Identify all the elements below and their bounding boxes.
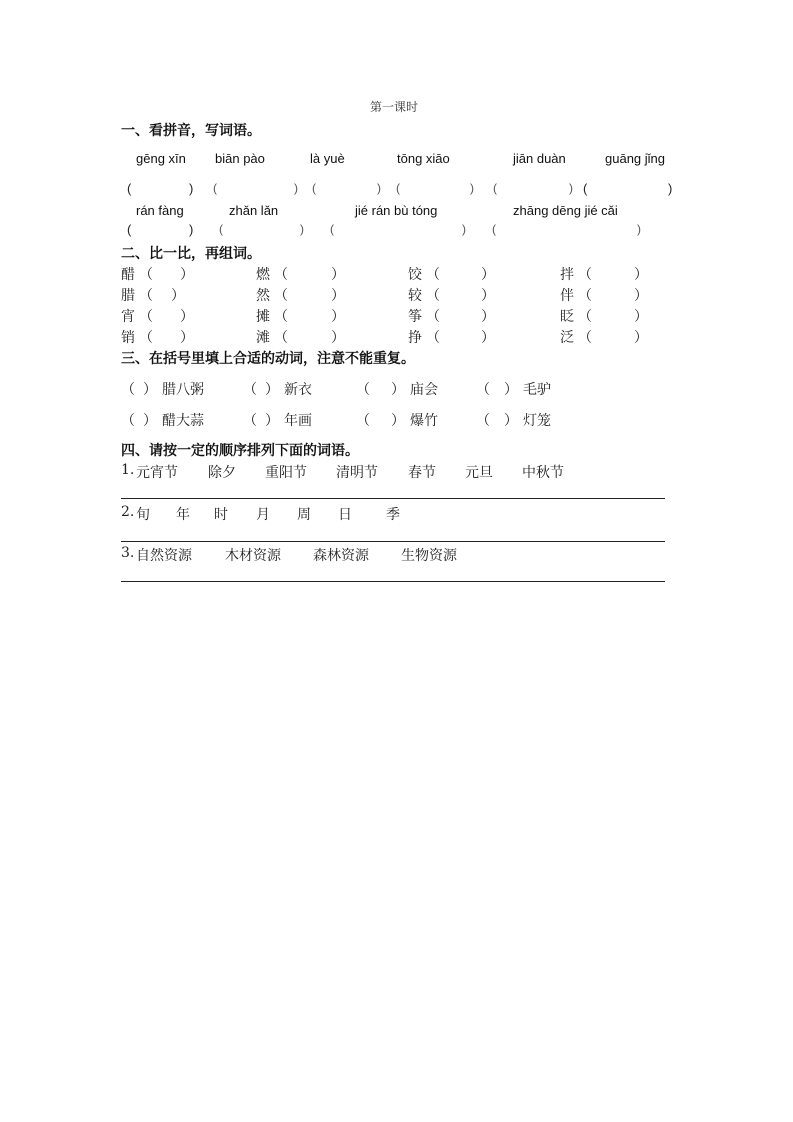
pinyin-item: gēng xīn [136, 151, 186, 166]
order-word: 年 [176, 507, 190, 523]
answer-blank-close: ) [668, 181, 673, 196]
answer-blank-close: ） [481, 288, 495, 304]
answer-blank-close: ） [331, 330, 345, 346]
answer-blank-close: ) [300, 222, 304, 236]
answer-blank-open: （ [356, 413, 370, 429]
order-word: 日 [338, 507, 352, 523]
answer-blank-open: ( [493, 181, 497, 195]
noun-phrase: 年画 [284, 413, 312, 429]
order-word: 重阳节 [265, 465, 307, 481]
answer-blank-close: ） [331, 267, 345, 283]
compare-char: 燃 [256, 267, 270, 283]
answer-blank-close: ) [189, 222, 194, 237]
compare-char: 饺 [408, 267, 422, 283]
answer-blank-close: ） [634, 330, 648, 346]
section4-heading: 四、请按一定的顺序排列下面的词语。 [121, 443, 359, 459]
answer-line[interactable] [121, 498, 665, 499]
compare-char: 泛 [560, 330, 574, 346]
answer-blank-open: （ [426, 267, 440, 283]
answer-blank-close: ) [637, 222, 641, 236]
answer-blank-close: ） [634, 309, 648, 325]
noun-phrase: 爆竹 [410, 413, 438, 429]
answer-blank-close: ） [634, 288, 648, 304]
answer-blank-open: （ [274, 309, 288, 325]
pinyin-item: guāng jǐng [605, 151, 665, 166]
answer-blank-open: ( [396, 181, 400, 195]
answer-blank-open: （ [139, 267, 153, 283]
answer-blank-open: ( [492, 222, 496, 236]
answer-blank-close: ) [189, 181, 194, 196]
section1-heading: 一、看拼音，写词语。 [121, 123, 261, 139]
answer-blank-open: （ [578, 288, 592, 304]
section3-heading: 三、在括号里填上合适的动词，注意不能重复。 [121, 351, 415, 367]
order-word: 春节 [408, 465, 436, 481]
answer-line[interactable] [121, 541, 665, 542]
pinyin-item: jié rán bù tóng [355, 203, 438, 218]
answer-blank-open: （ [426, 309, 440, 325]
compare-char: 腊 [121, 288, 135, 304]
answer-blank-open: （ [243, 413, 257, 429]
noun-phrase: 醋大蒜 [162, 413, 204, 429]
section2-heading: 二、比一比，再组词。 [121, 246, 261, 262]
answer-blank-open: （ [121, 413, 135, 429]
order-word: 季 [386, 507, 400, 523]
order-word: 时 [214, 507, 228, 523]
answer-blank-open: ( [219, 222, 223, 236]
noun-phrase: 毛驴 [523, 382, 551, 398]
answer-blank-open: （ [476, 413, 490, 429]
pinyin-item: rán fàng [136, 203, 184, 218]
answer-blank-open: （ [121, 382, 135, 398]
answer-blank-open: （ [274, 330, 288, 346]
compare-char: 宵 [121, 309, 135, 325]
compare-char: 伴 [560, 288, 574, 304]
answer-blank-close: ） [481, 330, 495, 346]
answer-blank-open: ( [213, 181, 217, 195]
pinyin-item: tōng xiāo [397, 151, 450, 166]
compare-char: 较 [408, 288, 422, 304]
pinyin-item: jiān duàn [513, 151, 566, 166]
answer-blank-close: ) [569, 181, 573, 195]
order-word: 清明节 [336, 465, 378, 481]
order-word: 自然资源 [136, 548, 192, 564]
compare-char: 醋 [121, 267, 135, 283]
answer-blank-open: ( [583, 181, 588, 196]
answer-blank-open: （ [139, 309, 153, 325]
order-word: 木材资源 [225, 548, 281, 564]
order-word: 元旦 [465, 465, 493, 481]
answer-blank-open: （ [476, 382, 490, 398]
order-word: 森林资源 [313, 548, 369, 564]
answer-blank-open: （ [243, 382, 257, 398]
order-word: 月 [256, 507, 270, 523]
pinyin-item: biān pào [215, 151, 265, 166]
compare-char: 然 [256, 288, 270, 304]
answer-blank-close: ） [391, 413, 405, 429]
answer-blank-close: ） [391, 382, 405, 398]
answer-blank-open: （ [356, 382, 370, 398]
item-number: 1. [121, 462, 135, 478]
order-word: 旬 [136, 507, 150, 523]
noun-phrase: 新衣 [284, 382, 312, 398]
answer-blank-open: ( [312, 181, 316, 195]
answer-blank-open: （ [578, 267, 592, 283]
answer-blank-close: ） [143, 382, 157, 398]
compare-char: 滩 [256, 330, 270, 346]
answer-blank-close: ） [180, 267, 194, 283]
answer-blank-open: （ [139, 288, 153, 304]
order-word: 元宵节 [136, 465, 178, 481]
answer-blank-close: ） [481, 267, 495, 283]
noun-phrase: 庙会 [410, 382, 438, 398]
noun-phrase: 灯笼 [523, 413, 551, 429]
answer-blank-open: ( [330, 222, 334, 236]
compare-char: 摊 [256, 309, 270, 325]
answer-blank-open: （ [578, 309, 592, 325]
answer-blank-close: ） [331, 309, 345, 325]
answer-blank-open: ( [127, 181, 132, 196]
item-number: 3. [121, 545, 135, 561]
compare-char: 眨 [560, 309, 574, 325]
page-title: 第一课时 [370, 100, 419, 114]
compare-char: 筝 [408, 309, 422, 325]
answer-blank-open: （ [274, 288, 288, 304]
answer-blank-close: ） [143, 413, 157, 429]
pinyin-item: zhāng dēng jié cǎi [513, 203, 618, 218]
answer-blank-close: ） [331, 288, 345, 304]
order-word: 除夕 [208, 465, 236, 481]
order-word: 周 [297, 507, 311, 523]
item-number: 2. [121, 504, 135, 520]
compare-char: 拌 [560, 267, 574, 283]
answer-line[interactable] [121, 581, 665, 582]
answer-blank-open: （ [274, 267, 288, 283]
answer-blank-open: （ [139, 330, 153, 346]
answer-blank-close: ） [504, 413, 518, 429]
answer-blank-close: ） [504, 382, 518, 398]
answer-blank-close: ） [171, 288, 185, 304]
compare-char: 挣 [408, 330, 422, 346]
answer-blank-open: （ [426, 288, 440, 304]
answer-blank-close: ) [470, 181, 474, 195]
answer-blank-close: ） [265, 382, 279, 398]
answer-blank-close: ） [481, 309, 495, 325]
answer-blank-close: ） [265, 413, 279, 429]
pinyin-item: là yuè [310, 151, 345, 166]
answer-blank-close: ） [634, 267, 648, 283]
answer-blank-close: ） [180, 330, 194, 346]
answer-blank-close: ） [180, 309, 194, 325]
answer-blank-open: （ [426, 330, 440, 346]
order-word: 中秋节 [522, 465, 564, 481]
noun-phrase: 腊八粥 [162, 382, 204, 398]
pinyin-item: zhǎn lǎn [229, 203, 279, 218]
order-word: 生物资源 [401, 548, 457, 564]
answer-blank-open: ( [127, 222, 132, 237]
answer-blank-close: ) [294, 181, 298, 195]
answer-blank-close: ) [462, 222, 466, 236]
compare-char: 销 [121, 330, 135, 346]
answer-blank-open: （ [578, 330, 592, 346]
answer-blank-close: ) [377, 181, 381, 195]
